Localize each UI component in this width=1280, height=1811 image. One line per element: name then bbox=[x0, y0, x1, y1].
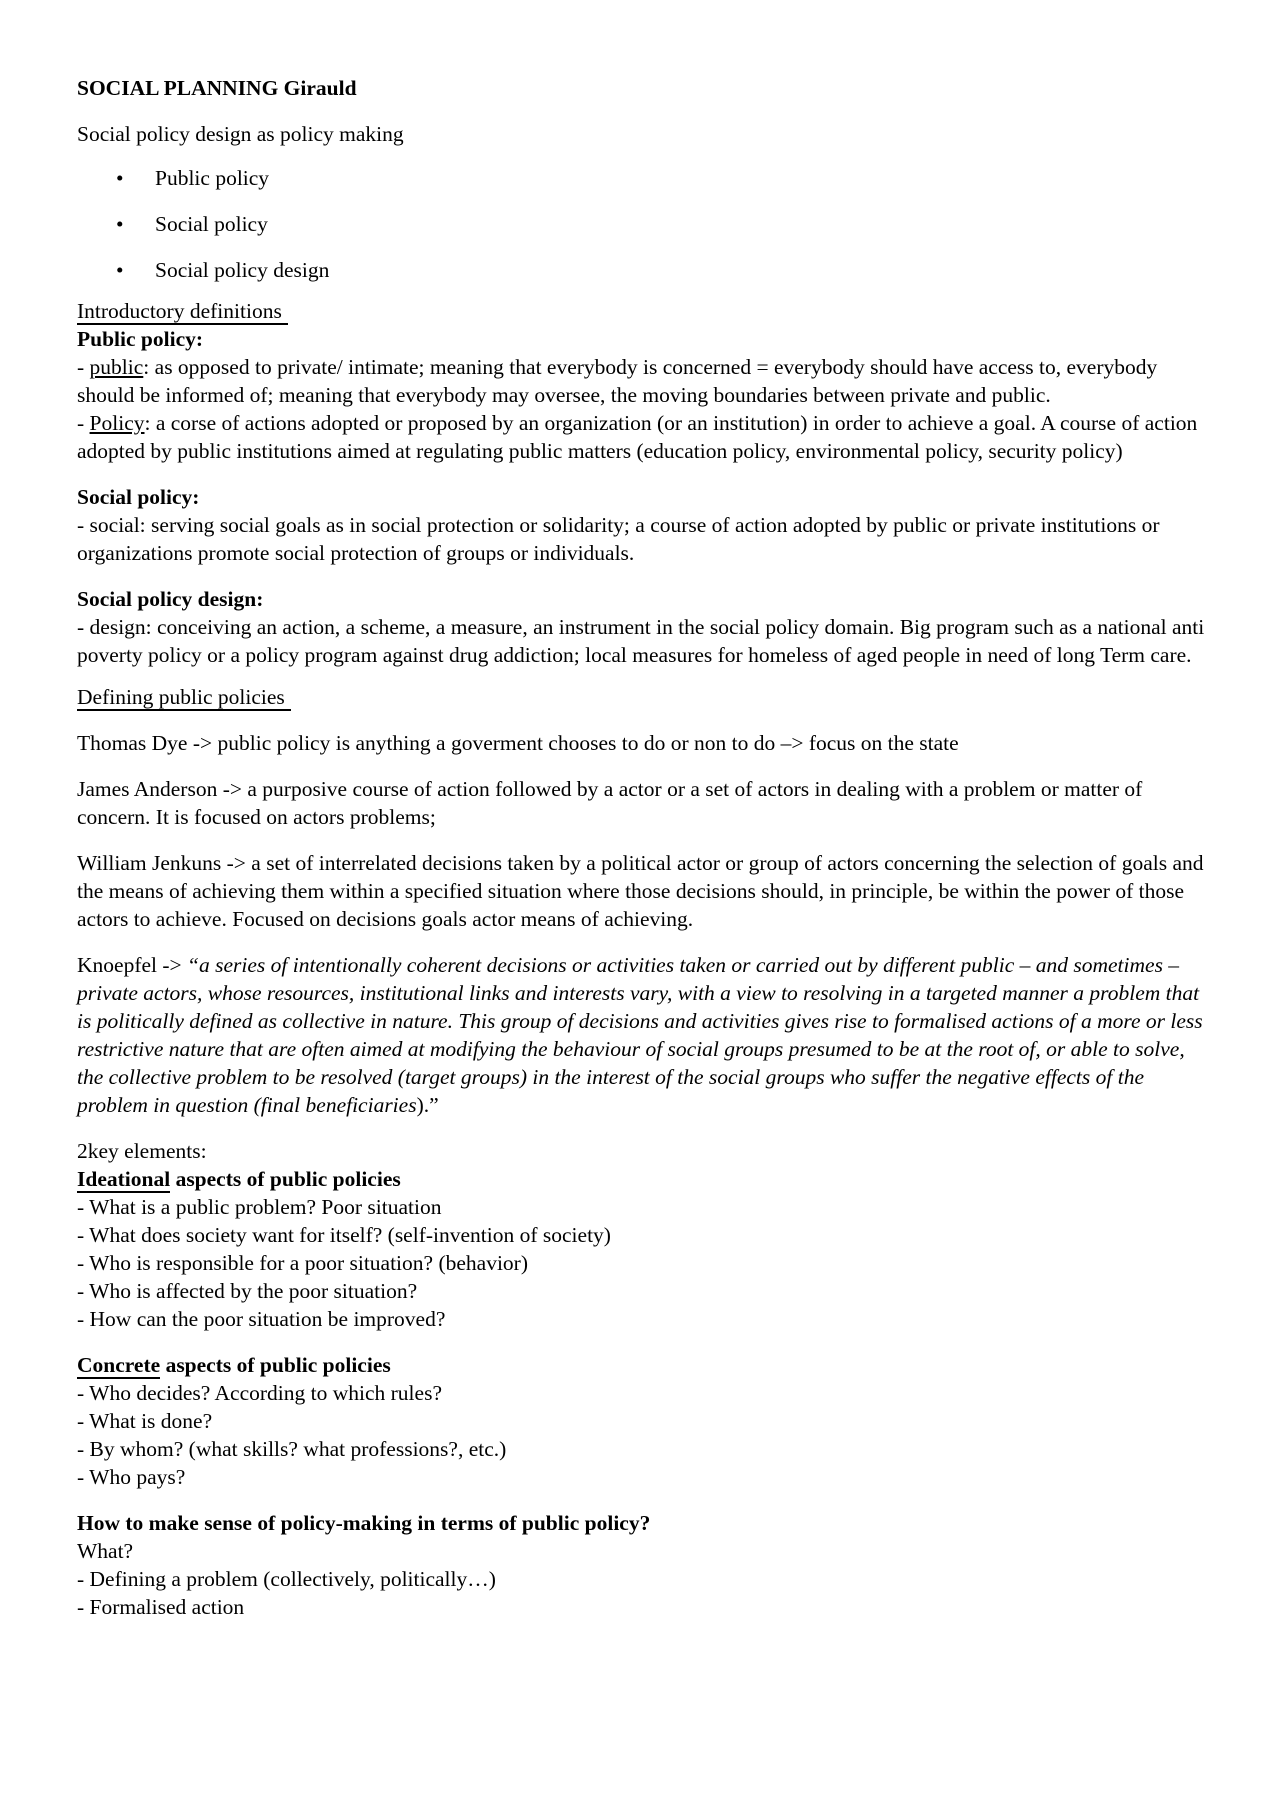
social-policy-text: - social: serving social goals as in social protection or solidarity; a course of action adopted by public or private institutions or organizations promote social protection of groups or individuals. bbox=[77, 513, 1160, 565]
policy-definition: - Policy: a corse of actions adopted or proposed by an organization (or an institution) in order to achieve a goal. A course of action adopted by public institutions aimed at regulating public matters (education policy, environmental policy, security policy) bbox=[77, 411, 1198, 463]
list-item: - What is a public problem? Poor situation bbox=[77, 1195, 442, 1219]
list-item: - Formalised action bbox=[77, 1595, 245, 1619]
list-item: - What is done? bbox=[77, 1409, 213, 1433]
public-definition: - public: as opposed to private/ intimate; meaning that everybody is concerned = everybody should have access to, everybody should be informed of; meaning that everybody may oversee, the moving boundaries between private and public. bbox=[77, 355, 1158, 407]
bullet-icon: • bbox=[116, 258, 124, 282]
bullet-label: Social policy bbox=[155, 212, 268, 236]
bullet-item bbox=[77, 210, 1212, 238]
ideational-heading: Ideational aspects of public policies bbox=[77, 1167, 401, 1191]
bullet-list bbox=[77, 164, 1212, 284]
bullet-label: Social policy design bbox=[155, 258, 330, 282]
definition-knoepfel: Knoepfel -> “a series of intentionally coherent decisions or activities taken or carried out by different public – and sometimes – private actors, whose resources, institutional links and interests vary, with a view to resolving in a targeted manner a problem that is politically defined as collective in nature. This group of decisions and activities gives rise to formalised actions of a more or less restrictive nature that are often aimed at modifying the behaviour of social groups presumed to be at the root of, or able to solve, the collective problem to be resolved (target groups) in the interest of the social groups who suffer the negative effects of the problem in question (final beneficiaries).” bbox=[77, 953, 1203, 1117]
definition-jenkuns: William Jenkuns -> a set of interrelated decisions taken by a political actor or group of actors concerning the selection of goals and the means of achieving them within a specified situation where those decisions should, in principle, be within the power of those actors to achieve. Focused on decisions goals actor means of achieving. bbox=[77, 851, 1204, 931]
list-item: - Who is affected by the poor situation? bbox=[77, 1279, 418, 1303]
bullet-item bbox=[77, 256, 1212, 284]
concrete-heading: Concrete aspects of public policies bbox=[77, 1353, 391, 1377]
list-item: - Who decides? According to which rules? bbox=[77, 1381, 442, 1405]
definition-anderson: James Anderson -> a purposive course of action followed by a actor or a set of actors in dealing with a problem or matter of concern. It is focused on actors problems; bbox=[77, 777, 1143, 829]
section-heading-introductory: Introductory definitions bbox=[77, 297, 1212, 325]
bullet-item bbox=[77, 164, 1212, 192]
sense-what: What? bbox=[77, 1539, 134, 1563]
definition-dye: Thomas Dye -> public policy is anything a goverment chooses to do or non to do –> focus on the state bbox=[77, 731, 959, 755]
bullet-icon: • bbox=[116, 166, 124, 190]
concrete-term: Concrete bbox=[77, 1353, 161, 1377]
intro-text: Social policy design as policy making bbox=[77, 122, 404, 146]
bullet-label: Public policy bbox=[155, 166, 270, 190]
document-title: SOCIAL PLANNING Girauld bbox=[77, 76, 357, 100]
list-item: - What does society want for itself? (self-invention of society) bbox=[77, 1223, 611, 1247]
public-policy-heading: Public policy: bbox=[77, 327, 204, 351]
knoepfel-quote: “a series of intentionally coherent decisions or activities taken or carried out by different public – and sometimes – private actors, whose resources, institutional links and interests vary, with a view to resolving in a targeted manner a problem that is politically defined as collective in nature. This group of decisions and activities gives rise to formalised actions of a more or less restrictive nature that are often aimed at modifying the behaviour of social groups presumed to be at the root of, or able to solve, the collective problem to be resolved (target groups) in the interest of the social groups who suffer the negative effects of the problem in question (final beneficiaries bbox=[77, 953, 1203, 1117]
social-policy-heading: Social policy: bbox=[77, 485, 200, 509]
list-item: - Who pays? bbox=[77, 1465, 186, 1489]
ideational-term: Ideational bbox=[77, 1167, 171, 1191]
policy-term: Policy bbox=[89, 411, 145, 435]
bullet-icon: • bbox=[116, 212, 124, 236]
list-item: - How can the poor situation be improved? bbox=[77, 1307, 446, 1331]
list-item: - By whom? (what skills? what professions?, etc.) bbox=[77, 1437, 507, 1461]
public-term: public bbox=[89, 355, 144, 379]
sense-heading: How to make sense of policy-making in terms of public policy? bbox=[77, 1511, 651, 1535]
social-policy-design-text: - design: conceiving an action, a scheme, a measure, an instrument in the social policy domain. Big program such as a national anti poverty policy or a policy program against drug addiction; local measures for homeless of aged people in need of long Term care. bbox=[77, 615, 1205, 667]
list-item: - Who is responsible for a poor situation? (behavior) bbox=[77, 1251, 528, 1275]
key-elements-label: 2key elements: bbox=[77, 1139, 207, 1163]
document-page bbox=[77, 74, 1212, 1621]
section-heading-defining: Defining public policies bbox=[77, 683, 1212, 711]
list-item: - Defining a problem (collectively, politically…) bbox=[77, 1567, 496, 1591]
social-policy-design-heading: Social policy design: bbox=[77, 587, 264, 611]
